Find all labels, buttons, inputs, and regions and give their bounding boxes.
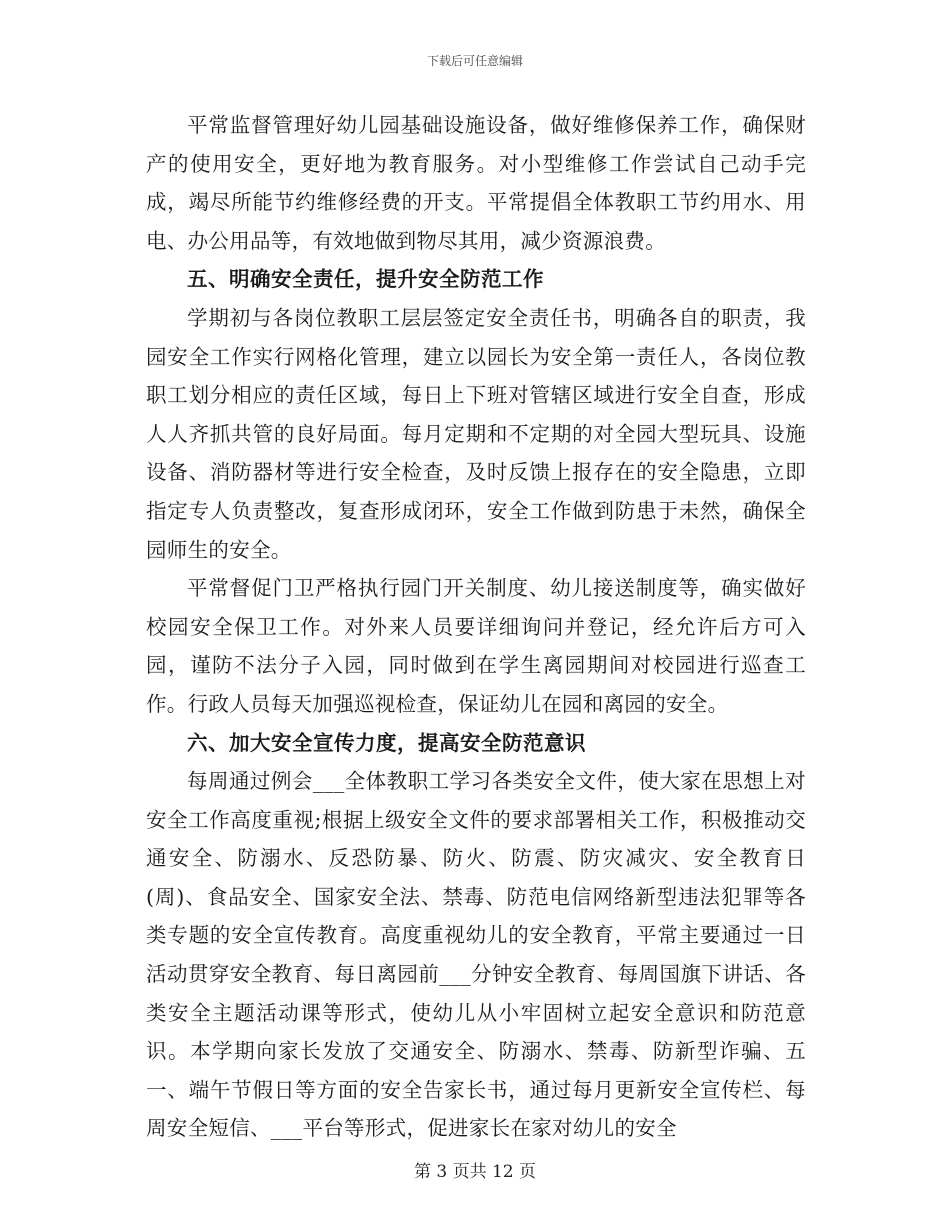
paragraph-responsibility: 学期初与各岗位教职工层层签定安全责任书，明确各自的职责，我园安全工作实行网格化管理，建立以园长为安全第一责任人，各岗位教职工划分相应的责任区域，每日上下班对管辖区域进行安全自查，形成人人齐抓共管的良好局面。每月定期和不定期的对全园大型玩具、设施设备、消防器材等进行安全检查，及时反馈上报存在的安全隐患，立即指定专人负责整改，复查形成闭环，安全工作做到防患于未然，确保全园师生的安全。 [146, 305, 806, 562]
document-body [146, 106, 806, 1148]
paragraph-guard: 平常督促门卫严格执行园门开关制度、幼儿接送制度等，确实做好校园安全保卫工作。对外来人员要详细询问并登记，经允许后方可入园，谨防不法分子入园，同时做到在学生离园期间对校园进行巡查工作。行政人员每天加强巡视检查，保证幼儿在园和离园的安全。 [146, 576, 806, 716]
paragraph-publicity: 每周通过例会___全体教职工学习各类安全文件，使大家在思想上对安全工作高度重视;根据上级安全文件的要求部署相关工作，积极推动交通安全、防溺水、反恐防暴、防火、防震、防灾减灾、安全教育日(周)、食品安全、国家安全法、禁毒、防范电信网络新型违法犯罪等各类专题的安全宣传教育。高度重视幼儿的安全教育，平常主要通过一日活动贯穿安全教育、每日离园前___分钟安全教育、每周国旗下讲话、各类安全主题活动课等形式，使幼儿从小牢固树立起安全意识和防范意识。本学期向家长发放了交通安全、防溺水、禁毒、防新型诈骗、五一、端午节假日等方面的安全告家长书，通过每月更新安全宣传栏、每周安全短信、___平台等形式，促进家长在家对幼儿的安全 [146, 769, 806, 1141]
section-heading-5: 五、明确安全责任，提升安全防范工作 [187, 267, 544, 292]
paragraph-maintenance: 平常监督管理好幼儿园基础设施设备，做好维修保养工作，确保财产的使用安全，更好地为教育服务。对小型维修工作尝试自己动手完成，竭尽所能节约维修经费的开支。平常提倡全体教职工节约用水、用电、办公用品等，有效地做到物尽其用，减少资源浪费。 [146, 113, 806, 253]
page-header-note: 下载后可任意编辑 [426, 54, 523, 68]
page-number: 第 3 页共 12 页 [413, 1162, 537, 1182]
section-heading-6: 六、加大安全宣传力度，提高安全防范意识 [187, 730, 586, 755]
